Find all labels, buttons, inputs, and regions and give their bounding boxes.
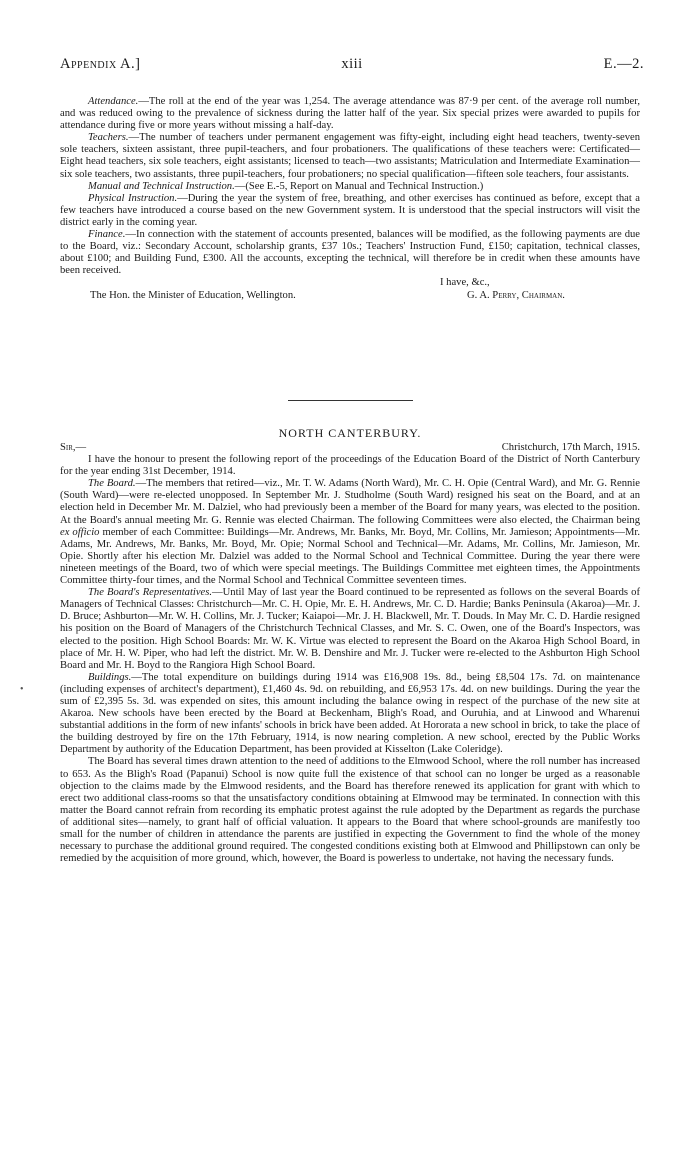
finance-text: —In connection with the statement of accounts presented, balances will be modified, as the following payments are due to the Board, viz.: Secondary Account, scholarship grants, £37 10s.; Teachers' Instruction Fund, £150; capitation, technical classes, about £100; and Building Fund, £300. All the accounts, excepting the technical, will therefore be in credit when these amounts have been received. <box>60 229 640 277</box>
board-paragraph <box>60 478 640 587</box>
attendance-text: —The roll at the end of the year was 1,254. The average attendance was 87·9 per cent. of the average roll number, and was reduced owing to the prevalence of sickness during the latter half of the year. Six special prizes were awarded to pupils for attendance during five or more years without missing a half-day. <box>60 96 640 132</box>
addressee: The Hon. the Minister of Education, Wellington. <box>90 289 296 301</box>
intro-paragraph: I have the honour to present the following report of the proceedings of the Education Board of the District of North Canterbury for the year ending 31st December, 1914. <box>60 454 640 478</box>
teachers-heading: Teachers. <box>88 132 129 144</box>
board-text: —The members that retired—viz., Mr. T. W. Adams (North Ward), Mr. C. H. Opie (Central Ward), and Mr. G. Rennie (South Ward)—were re-elected unopposed. In September Mr. J. Studholme (South Ward) resigned his seat on the Board, and at an election held in December Mr. M. Dalziel, who had previously been a member of the Board for many years, was elected to the position. At the Board's annual meeting Mr. G. Rennie was elected Chairman. The following Committees were also elected, the Chairman being <box>60 478 640 526</box>
board-text-after: member of each Committee: Buildings—Mr. Andrews, Mr. Banks, Mr. Boyd, Mr. Collins, Mr. Jamieson; Appointments—Mr. Adams, Mr. Andrews, Mr. Banks, Mr. Boyd, Mr. Opie; Normal School and Technical—Mr. Adams, Mr. Collins, Mr. Jamieson, Mr. Opie. Shortly after his election Mr. Dalziel was added to the Normal School and Technical Committee. During the year there were nineteen meetings of the Board, two of which were special meetings. The Buildings Committee met eighteen times, the Appointments Committee thirty-four times, and the Normal School and Technical Committee seventeen times. <box>60 526 640 587</box>
place-date: Christchurch, 17th March, 1915. <box>501 442 640 453</box>
finance-heading: Finance. <box>88 229 126 241</box>
buildings-paragraph <box>60 672 640 757</box>
attendance-heading: Attendance. <box>88 96 139 107</box>
manual-heading: Manual and Technical Instruction. <box>88 180 235 192</box>
section-divider <box>288 400 413 401</box>
manual-text: —(See E.-5, Report on Manual and Technical Instruction.) <box>234 180 484 192</box>
section-heading: NORTH CANTERBURY. <box>278 426 422 440</box>
signatory: G. A. Perry, Chairman. <box>467 289 565 301</box>
physical-paragraph <box>60 193 640 229</box>
paper-reference: E.—2. <box>603 56 644 72</box>
board-heading: The Board. <box>88 478 136 490</box>
physical-text: —During the year the system of free, breathing, and other exercises has continued as before, except that a few teachers have introduced a course based on the new Government system. It is understood that the special instructors will visit the district early in the coming year. <box>60 192 640 228</box>
signature-row <box>60 290 640 302</box>
finance-paragraph <box>60 229 640 277</box>
margin-mark: • <box>20 684 24 695</box>
closing-formula: I have, &c., <box>440 277 490 289</box>
representatives-heading: The Board's Representatives. <box>88 587 213 599</box>
report-continuation <box>60 96 640 302</box>
attendance-paragraph <box>60 96 640 132</box>
north-canterbury-report <box>60 442 640 865</box>
salutation: Sir,— <box>60 442 87 453</box>
salutation-row <box>60 442 640 454</box>
representatives-text: —Until May of last year the Board continued to be represented as follows on the several Boards of Managers of Technical Classes: Christchurch—Mr. C. H. Opie, Mr. E. H. Andrews, Mr. C. D. Hardie; Banks Peninsula (Akaroa)—Mr. J. D. Bruce; Ashburton—Mr. W. H. Collins, Mr. J. Tucker; Kaiapoi—Mr. J. H. Blackwell, Mr. T. Douds. In May Mr. C. D. Hardie resigned his position on the Board of Managers of the Christchurch Technical Classes, and Mr. S. C. Owen, one of the Board's Inspectors, was elected to the position. High School Boards: Mr. W. K. Virtue was elected to represent the Board on the Akaroa High School Board, in place of Mr. H. W. Piper, who had left the district. Mr. W. B. Denshire and Mr. J. Tucker were re-elected to the Ashburton High School Board and Mr. H. Boyd to the Rangiora High School Board. <box>60 587 641 671</box>
buildings-heading: Buildings. <box>88 671 132 683</box>
physical-heading: Physical Instruction. <box>88 192 178 204</box>
teachers-paragraph <box>60 132 640 180</box>
appendix-label: Appendix A.] <box>60 56 141 72</box>
closing-row <box>60 277 640 289</box>
representatives-paragraph <box>60 587 640 672</box>
teachers-text: —The number of teachers under permanent engagement was fifty-eight, including eight head teachers, twenty-seven sole teachers, sixteen assistant, three pupil-teachers, and four probationers. The qualifications of these teachers were: Certificated—Eight head teachers, six sole teachers, eight assistants; licensed to teach—two assistants; Matriculation and Intermediate Examination—six sole teachers, two assistants, three pupil-teachers, four probationers; no special qualification—fifteen sole teachers, four assistants. <box>60 132 640 180</box>
page-number: xiii <box>341 56 363 72</box>
ex-officio: ex officio <box>60 526 100 538</box>
manual-paragraph <box>60 181 640 193</box>
buildings-text: —The total expenditure on buildings during 1914 was £16,908 19s. 8d., being £8,504 17s. 7d. on maintenance (including expenses of architect's department), £1,460 4s. 9d. on rebuilding, and £6,953 17s. 4d. on new buildings. During the year the sum of £2,395 5s. 3d. was expended on sites, this amount including the balance owing in respect of the purchase of the new site at Akaroa. New schools have been erected by the Board at Beckenham, Bligh's Road, and Ouruhia, and at Linwood and Wharenui substantial additions in the form of new infants' schools in brick have been added. At Hororata a new school in brick, to take the place of the building destroyed by fire on the 17th February, 1914, is now nearing completion. A new school, erected by the Public Works Department by authority of the Education Department, has been provided at Kisselton (Lake Coleridge). <box>60 671 640 756</box>
running-head <box>60 56 644 76</box>
elmwood-paragraph: The Board has several times drawn attention to the need of additions to the Elmwood School, where the roll number has increased to 653. As the Bligh's Road (Papanui) School is now quite full the existence of that school can no longer be urged as a reasonable objection to the claims made by the Elmwood residents, and the Board has therefore renewed its application for grant with which to erect two additional class-rooms so that the unsatisfactory conditions obtaining at Elmwood may be terminated. In connection with this matter the Board cannot refrain from recording its emphatic protest against the rule adopted by the Department as regards the purchase of additional sites—namely, to grant half of official valuation. It appears to the Board that where school-grounds are manifestly too small for the number of children in attendance the parents are justified in expecting the Government to find the whole of the money necessary to purchase the additional ground required. The congested conditions existing both at Elmwood and Phillipstown can only be remedied by the acquisition of more ground, which, however, the Board is powerless to undertake, not having the necessary funds. <box>60 756 640 865</box>
